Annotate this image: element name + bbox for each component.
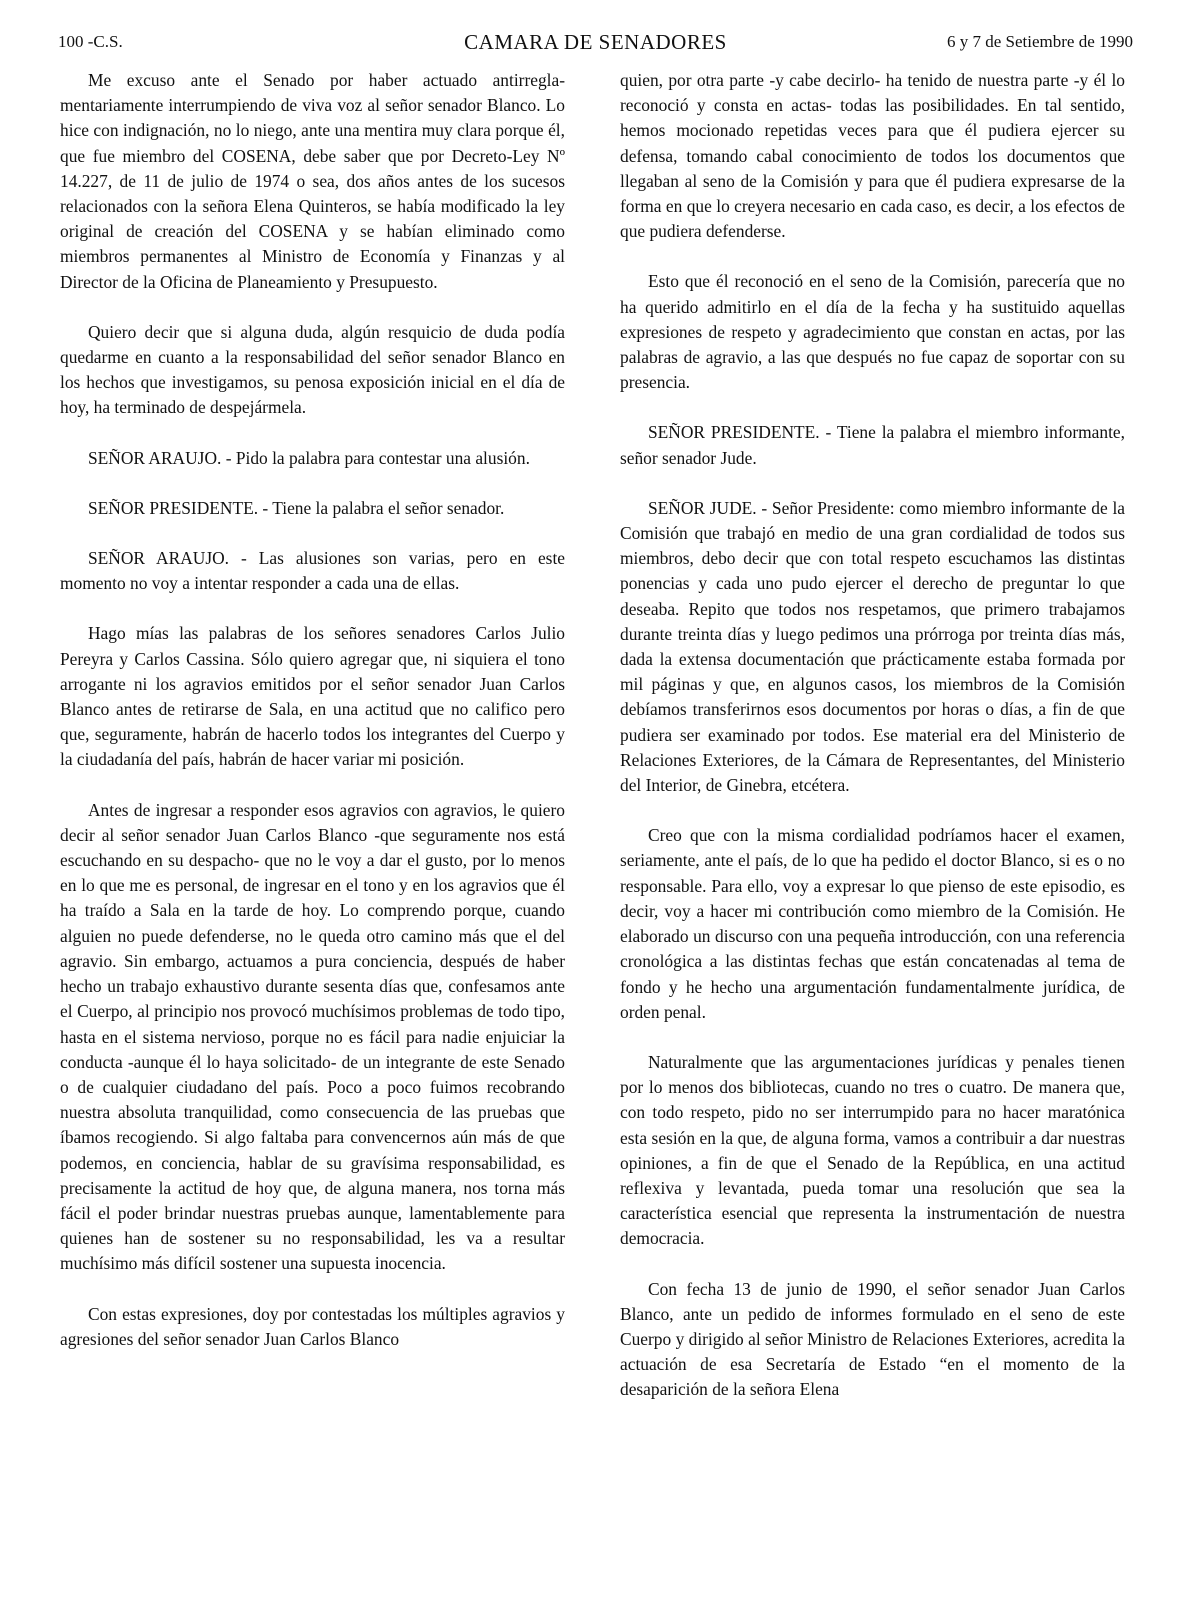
right-column xyxy=(620,68,1125,1403)
paragraph: quien, por otra parte -y cabe decirlo- ha tenido de nuestra parte -y él lo reconoció y consta en actas- todas las posibilidades. En tal sentido, hemos mocionado repetidas veces para que él pudiera ejercer su defensa, tomando cabal conocimiento de todos los documentos que llegaban al seno de la Comisión y para que él pudiera expresarse de la forma en que lo creyera necesario en cada caso, es decir, a los efectos de que pudiera defenderse. xyxy=(620,70,1125,242)
session-date: 6 y 7 de Setiembre de 1990 xyxy=(946,32,1133,51)
paragraph: Hago mías las palabras de los señores senadores Carlos Julio Pereyra y Carlos Cassina. Sólo quiero agregar que, ni siquiera el tono arrogante ni los agravios emitidos por el señor senador Juan Carlos Blanco antes de retirarse de Sala, en una actitud que no califico pero que, seguramente, habrán de hacerlo todos los integrantes del Cuerpo y la ciudadanía del país, habrán de hacer variar mi posición. xyxy=(60,623,565,770)
paragraph: SEÑOR ARAUJO. - Las alusiones son varias, pero en este momento no voy a intentar responder a cada una de ellas. xyxy=(60,548,565,594)
paragraph: Creo que con la misma cordialidad podríamos hacer el examen, seriamente, ante el país, de lo que ha pedido el doctor Blanco, si es o no responsable. Para ello, voy a expresar lo que pienso de este episodio, es decir, voy a hacer mi contribución como miembro de la Comisión. He elaborado un discurso con una pequeña introducción, con una referencia cronológica a las distintas fechas que están concatenadas al tema de fondo y he hecho una argumentación fundamentalmente jurídica, de orden penal. xyxy=(620,825,1125,1022)
paragraph: Naturalmente que las argumentaciones jurídicas y penales tienen por lo menos dos bibliotecas, cuando no tres o cuatro. De manera que, con todo respeto, pido no ser interrumpido para no hacer maratónica esta sesión en la que, de alguna forma, vamos a contribuir a dar nuestras opiniones, a fin de que el Senado de la República, en una actitud reflexiva y levantada, pueda tomar una resolución que sea la característica esencial que representa la instrumentación de nuestra democracia. xyxy=(620,1051,1125,1249)
paragraph: SEÑOR JUDE. - Señor Presidente: como miembro informante de la Comisión que trabajó en medio de una gran cordialidad de todos sus miembros, debo decir que con total respeto escuchamos las distintas ponencias y cada uno pudo ejercer el derecho de preguntar lo que deseaba. Repito que todos nos respetamos, que primero trabajamos durante treinta días y luego pedimos una prórroga por treinta días más, dada la extensa documentación que prácticamente estaba formada por mil páginas y que, en algunos casos, los miembros de la Comisión debíamos transferirnos esos documentos por horas o días, a fin de que pudiera ser examinado por todos. Ese material era del Ministerio de Relaciones Exteriores, de la Cámara de Representantes, del Ministerio del Interior, de Ginebra, etcétera. xyxy=(620,497,1125,796)
left-column xyxy=(60,68,565,1352)
paragraph: Me excuso ante el Senado por haber actuado antirregla-mentariamente interrumpiendo de viva voz al señor senador Blanco. Lo hice con indignación, no lo niego, ante una mentira muy clara porque él, que fue miembro del COSENA, debe saber que por Decreto-Ley Nº 14.227, de 11 de julio de 1974 o sea, dos años antes de los sucesos relacionados con la señora Elena Quinteros, se había modificado la ley original de creación del COSENA y se habían eliminado como miembros permanentes al Ministro de Economía y Finanzas y al Director de la Oficina de Planeamiento y Presupuesto. xyxy=(60,70,565,292)
paragraph: Con estas expresiones, doy por contestadas los múltiples agravios y agresiones del señor senador Juan Carlos Blanco xyxy=(60,1303,565,1349)
paragraph: SEÑOR PRESIDENTE. - Tiene la palabra el miembro informante, señor senador Jude. xyxy=(620,422,1125,468)
page-reference: 100 -C.S. xyxy=(58,32,123,51)
paragraph: Antes de ingresar a responder esos agravios con agravios, le quiero decir al señor senador Juan Carlos Blanco -que seguramente nos está escuchando en su despacho- que no le voy a dar el gusto, por lo menos en lo que me es personal, de ingresar en el tono y en los agravios que él ha traído a Sala en la tarde de hoy. Lo comprendo porque, cuando alguien no puede defenderse, no le queda otro camino más que el del agravio. Sin embargo, actuamos a pura conciencia, después de haber hecho un trabajo exhaustivo durante sesenta días que, confesamos ante el Cuerpo, al principio nos provocó muchísimos problemas de todo tipo, hasta en el sistema nervioso, porque no es fácil para nadie enjuiciar la conducta -aunque él lo haya solicitado- de un integrante de este Senado o de cualquier ciudadano del país. Poco a poco fuimos recobrando nuestra absoluta tranquilidad, como consecuencia de las pruebas que íbamos recogiendo. Si algo faltaba para convencernos aún más de que podemos, en conciencia, hablar de su gravísima responsabilidad, es precisamente la actitud de hoy que, de alguna manera, nos torna más fácil el poder brindar nuestras pruebas aunque, lamentablemente para quienes han de sostener su no responsabilidad, les va a resultar muchísimo más difícil sostener una supuesta inocencia. xyxy=(60,799,565,1274)
paragraph: Esto que él reconoció en el seno de la Comisión, parecería que no ha querido admitirlo en el día de la fecha y ha sustituido aquellas expresiones de respeto y agradecimiento que constan en actas, por las palabras de agravio, a las que después no fue capaz de soportar con su presencia. xyxy=(620,271,1125,393)
page-header xyxy=(58,30,1133,54)
publication-title: CAMARA DE SENADORES xyxy=(464,30,727,54)
paragraph: Quiero decir que si alguna duda, algún resquicio de duda podía quedarme en cuanto a la responsabilidad del señor senador Blanco en los hechos que investigamos, su penosa exposición inicial en el día de hoy, ha terminado de despejármela. xyxy=(60,321,565,418)
paragraph: Con fecha 13 de junio de 1990, el señor senador Juan Carlos Blanco, ante un pedido de informes formulado en el seno de este Cuerpo y dirigido al señor Ministro de Relaciones Exteriores, acredita la actuación de esa Secretaría de Estado “en el momento de la desaparición de la señora Elena xyxy=(620,1278,1125,1400)
paragraph: SEÑOR PRESIDENTE. - Tiene la palabra el señor senador. xyxy=(88,497,505,518)
paragraph: SEÑOR ARAUJO. - Pido la palabra para contestar una alusión. xyxy=(88,447,530,468)
